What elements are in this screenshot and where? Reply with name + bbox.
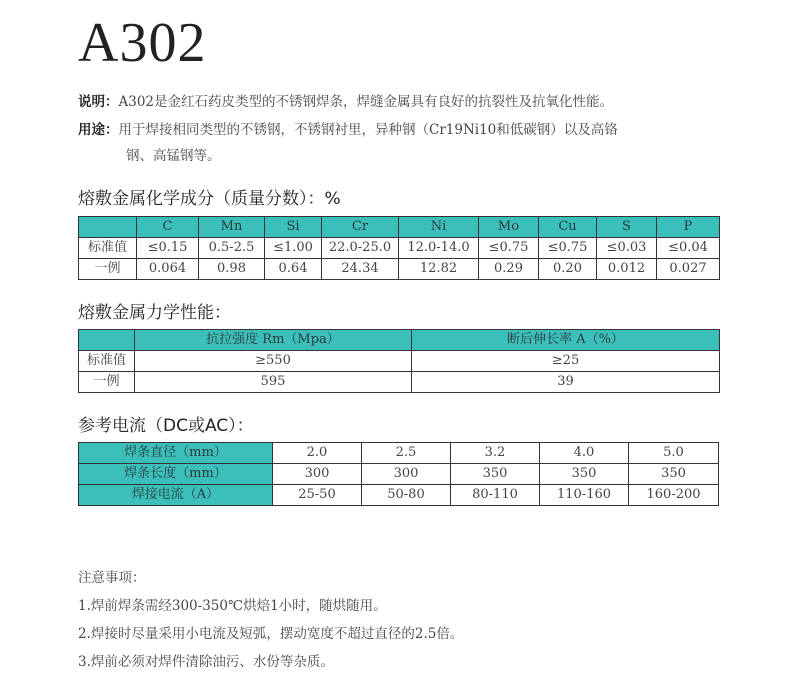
chem-header-ni: Ni: [399, 217, 479, 238]
table-cell: 160-200: [629, 485, 719, 506]
table-cell: 0.98: [199, 259, 265, 280]
chem-table: [78, 216, 720, 280]
description: [78, 92, 613, 112]
table-cell: 0.012: [597, 259, 657, 280]
current-row-length: [79, 464, 719, 485]
chem-header-cr: Cr: [322, 217, 399, 238]
table-cell: 2.5: [362, 443, 451, 464]
chem-row-example: [79, 259, 720, 280]
usage-label: 用途：: [78, 122, 119, 138]
current-table: [78, 442, 719, 506]
table-cell: 350: [451, 464, 540, 485]
current-row-amperage: [79, 485, 719, 506]
table-cell: 110-160: [540, 485, 629, 506]
table-cell: 50-80: [362, 485, 451, 506]
table-cell: ≥25: [412, 351, 720, 372]
table-cell: 2.0: [273, 443, 362, 464]
table-cell: 80-110: [451, 485, 540, 506]
table-cell: 3.2: [451, 443, 540, 464]
current-row-diameter: [79, 443, 719, 464]
current-label-length: 焊条长度（mm）: [79, 464, 273, 485]
mech-header-row: [79, 330, 720, 351]
table-cell: 300: [273, 464, 362, 485]
chem-header-c: C: [137, 217, 199, 238]
table-cell: 0.5-2.5: [199, 238, 265, 259]
chem-heading: 熔敷金属化学成分（质量分数）：%: [78, 189, 341, 209]
table-cell: 25-50: [273, 485, 362, 506]
table-cell: 4.0: [540, 443, 629, 464]
chem-header-blank: [79, 217, 137, 238]
mech-heading: 熔敷金属力学性能：: [78, 303, 231, 323]
table-cell: 标准值: [79, 238, 137, 259]
table-cell: 595: [135, 372, 412, 393]
table-cell: ≤0.75: [479, 238, 539, 259]
description-text: A302是金红石药皮类型的不锈钢焊条，焊缝金属具有良好的抗裂性及抗氧化性能。: [118, 94, 614, 110]
table-cell: 300: [362, 464, 451, 485]
usage-text-line1: 用于焊接相同类型的不锈钢，不锈钢衬里，异种钢（Cr19Ni10和低碳钢）以及高铬: [118, 122, 618, 138]
page-title: A302: [78, 12, 207, 74]
note-item: 2.焊接时尽量采用小电流及短弧，摆动宽度不超过直径的2.5倍。: [78, 626, 464, 642]
table-cell: ≤0.75: [539, 238, 597, 259]
chem-header-si: Si: [265, 217, 322, 238]
table-cell: 0.027: [657, 259, 720, 280]
table-cell: 22.0-25.0: [322, 238, 399, 259]
table-cell: 350: [540, 464, 629, 485]
chem-header-row: [79, 217, 720, 238]
usage-text-line2: 钢、高锰钢等。: [126, 148, 221, 164]
mech-header-blank: [79, 330, 135, 351]
current-heading: 参考电流（DC或AC）：: [78, 416, 254, 436]
mech-table: [78, 329, 720, 393]
chem-header-mn: Mn: [199, 217, 265, 238]
mech-row-example: [79, 372, 720, 393]
table-cell: ≤0.04: [657, 238, 720, 259]
current-label-amperage: 焊接电流（A）: [79, 485, 273, 506]
current-label-diameter: 焊条直径（mm）: [79, 443, 273, 464]
table-cell: 12.0-14.0: [399, 238, 479, 259]
table-cell: 5.0: [629, 443, 719, 464]
usage: [78, 120, 618, 140]
table-cell: ≤0.15: [137, 238, 199, 259]
mech-header-tensile: 抗拉强度 Rm（Mpa）: [135, 330, 412, 351]
chem-header-s: S: [597, 217, 657, 238]
description-label: 说明：: [78, 94, 119, 110]
mech-header-elongation: 断后伸长率 A（%）: [412, 330, 720, 351]
table-cell: 39: [412, 372, 720, 393]
notes-title: 注意事项：: [78, 570, 146, 586]
table-cell: 一例: [79, 259, 137, 280]
note-item: 3.焊前必须对焊件清除油污、水份等杂质。: [78, 654, 334, 670]
chem-header-p: P: [657, 217, 720, 238]
table-cell: ≤0.03: [597, 238, 657, 259]
table-cell: 24.34: [322, 259, 399, 280]
table-cell: 0.29: [479, 259, 539, 280]
table-cell: 0.064: [137, 259, 199, 280]
note-item: 1.焊前焊条需经300-350℃烘焙1小时，随烘随用。: [78, 598, 387, 614]
table-cell: 0.64: [265, 259, 322, 280]
chem-header-mo: Mo: [479, 217, 539, 238]
table-cell: 标准值: [79, 351, 135, 372]
chem-row-standard: [79, 238, 720, 259]
table-cell: 一例: [79, 372, 135, 393]
mech-row-standard: [79, 351, 720, 372]
table-cell: 350: [629, 464, 719, 485]
table-cell: ≥550: [135, 351, 412, 372]
table-cell: 12.82: [399, 259, 479, 280]
table-cell: 0.20: [539, 259, 597, 280]
table-cell: ≤1.00: [265, 238, 322, 259]
chem-header-cu: Cu: [539, 217, 597, 238]
